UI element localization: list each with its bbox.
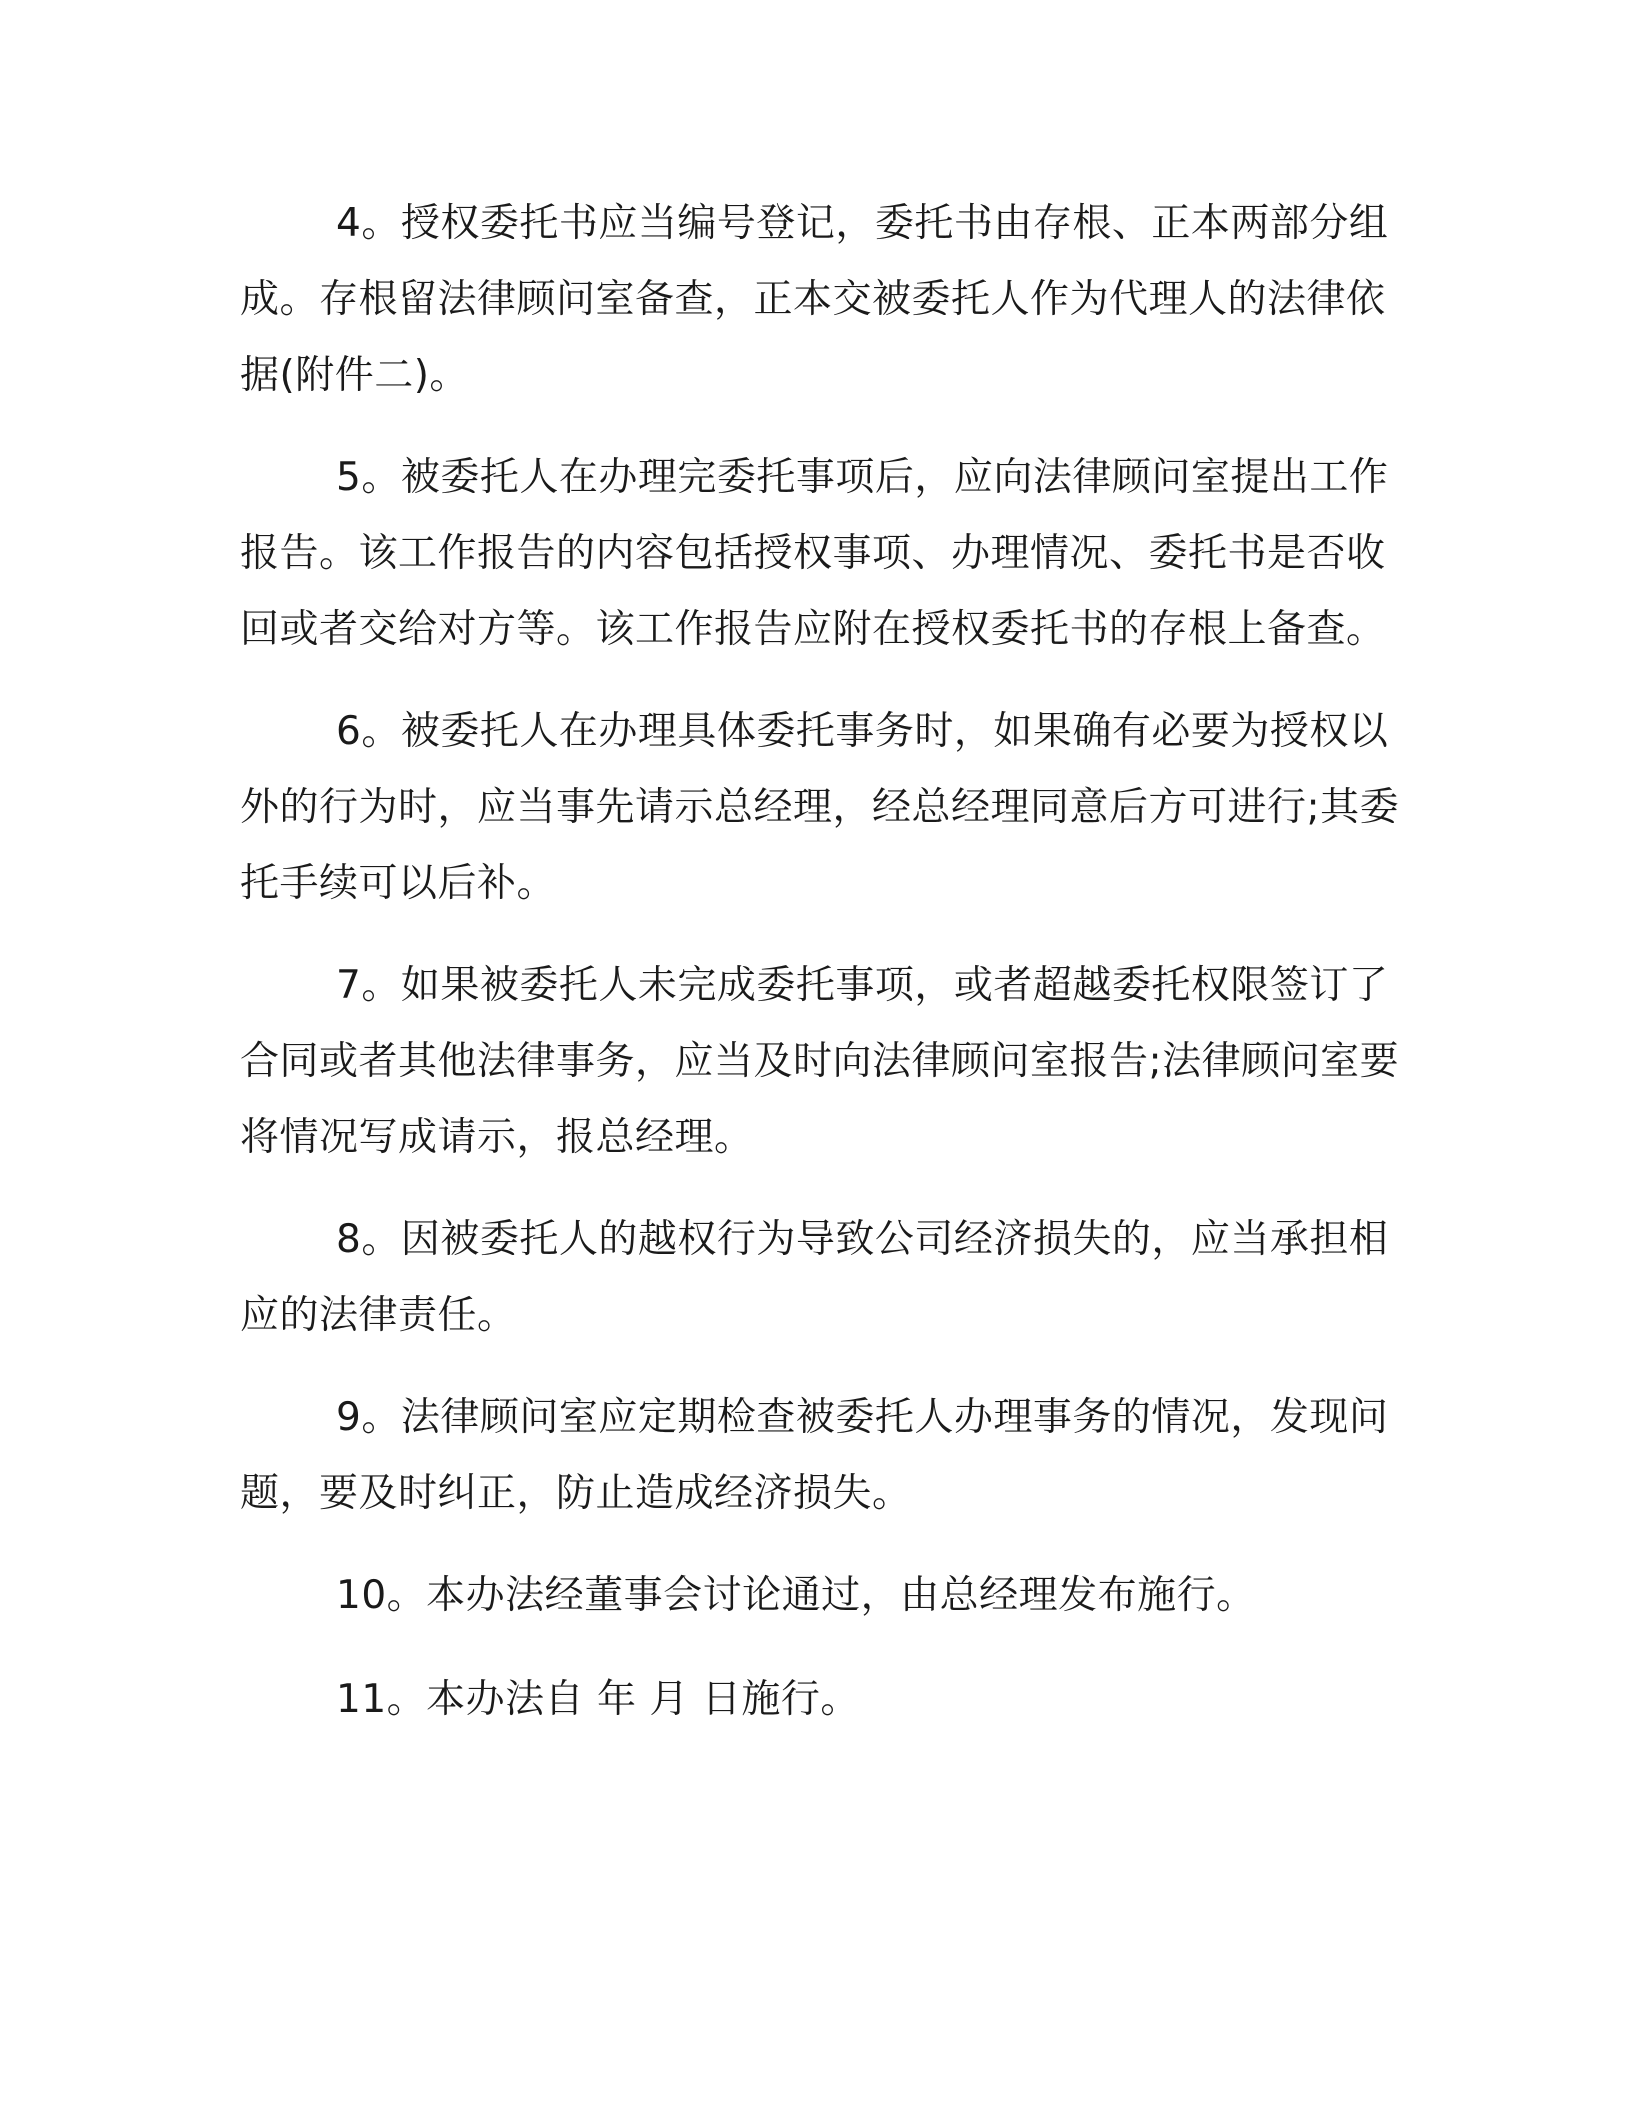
- paragraph-item-9: 9。法律顾问室应定期检查被委托人办理事务的情况，发现问题，要及时纠正，防止造成经济损失。: [240, 1395, 1389, 1516]
- paragraph-item-6: 6。被委托人在办理具体委托事务时，如果确有必要为授权以外的行为时，应当事先请示总经理，经总经理同意后方可进行;其委托手续可以后补。: [240, 709, 1400, 906]
- paragraph-item-4: 4。授权委托书应当编号登记，委托书由存根、正本两部分组成。存根留法律顾问室备查，正本交被委托人作为代理人的法律依据(附件二)。: [240, 201, 1389, 398]
- paragraph-item-7: 7。如果被委托人未完成委托事项，或者超越委托权限签订了合同或者其他法律事务，应当及时向法律顾问室报告;法律顾问室要将情况写成请示，报总经理。: [240, 963, 1400, 1160]
- paragraph-item-5: 5。被委托人在办理完委托事项后，应向法律顾问室提出工作报告。该工作报告的内容包括授权事项、办理情况、委托书是否收回或者交给对方等。该工作报告应附在授权委托书的存根上备查。: [240, 455, 1389, 652]
- paragraph-item-11: 11。本办法自 年 月 日施行。: [336, 1677, 860, 1722]
- paragraph-item-8: 8。因被委托人的越权行为导致公司经济损失的，应当承担相应的法律责任。: [240, 1217, 1389, 1338]
- paragraph-item-10: 10。本办法经董事会讨论通过，由总经理发布施行。: [336, 1573, 1256, 1618]
- document-body: [240, 186, 1400, 1766]
